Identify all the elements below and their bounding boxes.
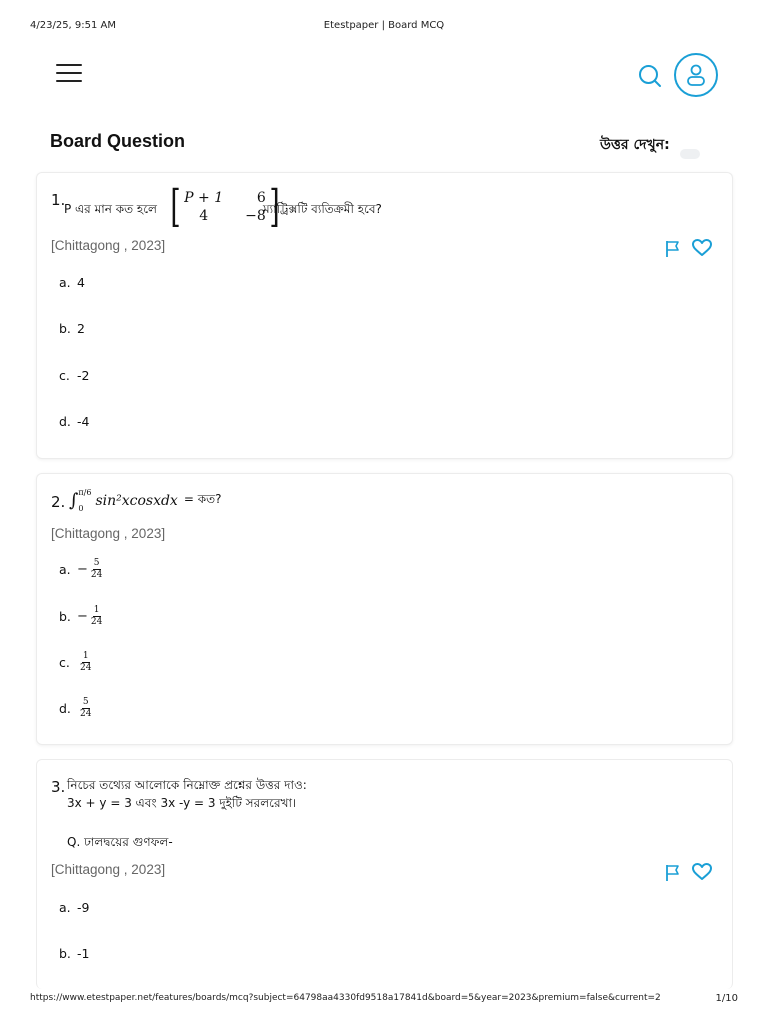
question-number: 1. bbox=[51, 191, 66, 209]
print-page-number: 1/10 bbox=[715, 993, 738, 1004]
fraction-denominator: 24 bbox=[90, 617, 103, 627]
option-c[interactable] bbox=[59, 652, 91, 673]
integral-expression bbox=[69, 488, 221, 513]
question-source: [Chittagong , 2023] bbox=[51, 238, 166, 253]
option-b[interactable] bbox=[59, 606, 102, 627]
option-b[interactable] bbox=[59, 946, 89, 961]
option-value: 4 bbox=[77, 275, 85, 290]
question-number: 3. bbox=[51, 778, 66, 796]
integrand: sin²xcosxdx bbox=[95, 492, 178, 509]
option-d[interactable] bbox=[59, 414, 89, 429]
question-source: [Chittagong , 2023] bbox=[51, 862, 166, 877]
option-letter: b. bbox=[59, 609, 71, 624]
question-text-after: ম্যাট্রিক্সটি ব্যতিক্রমী হবে? bbox=[263, 202, 382, 216]
option-a[interactable] bbox=[59, 275, 85, 290]
integral-sign: ∫ bbox=[69, 490, 79, 512]
fraction-denominator: 24 bbox=[90, 570, 103, 580]
option-a[interactable] bbox=[59, 900, 89, 915]
print-url: https://www.etestpaper.net/features/boards/mcq?subject=64798aa4330fd9518a17841d&board=5&year=2023&premium=false&current=2 bbox=[30, 993, 661, 1003]
question-card-3 bbox=[36, 759, 733, 989]
option-value: -4 bbox=[77, 414, 90, 429]
question-card-2 bbox=[36, 473, 733, 745]
hamburger-menu-icon[interactable] bbox=[56, 64, 82, 88]
fraction-numerator: 5 bbox=[93, 558, 100, 568]
option-d[interactable] bbox=[59, 698, 91, 719]
show-answer-label: উত্তর দেখুন: bbox=[600, 137, 670, 153]
search-icon[interactable] bbox=[636, 62, 664, 90]
option-letter: a. bbox=[59, 900, 71, 915]
option-letter: b. bbox=[59, 946, 71, 961]
sub-question: Q. ঢালদ্বয়ের গুণফল- bbox=[67, 835, 173, 849]
option-letter: d. bbox=[59, 414, 71, 429]
user-profile-button[interactable] bbox=[674, 53, 718, 97]
flag-icon[interactable] bbox=[665, 240, 681, 258]
option-letter: c. bbox=[59, 368, 70, 383]
integral-upper: π/6 bbox=[78, 488, 92, 497]
matrix-cell: 6 bbox=[256, 190, 266, 206]
option-letter: a. bbox=[59, 562, 71, 577]
question-text-before: P এর মান কত হলে bbox=[64, 202, 157, 216]
option-value: 2 bbox=[77, 321, 85, 336]
fraction-denominator: 24 bbox=[80, 663, 92, 673]
option-a[interactable] bbox=[59, 559, 102, 580]
fraction-numerator: 1 bbox=[93, 605, 100, 615]
question-number: 2. bbox=[51, 493, 66, 511]
print-title: Etestpaper | Board MCQ bbox=[323, 20, 445, 31]
question-text-after: = কত? bbox=[183, 491, 222, 506]
heart-icon[interactable] bbox=[692, 863, 712, 881]
question-line-2: 3x + y = 3 এবং 3x -y = 3 দুইটি সরলরেখা। bbox=[67, 796, 297, 810]
print-date: 4/23/25, 9:51 AM bbox=[30, 20, 117, 31]
option-fraction bbox=[80, 698, 91, 719]
show-answer-toggle[interactable] bbox=[680, 149, 700, 159]
option-fraction bbox=[91, 559, 102, 580]
option-value: -1 bbox=[77, 946, 90, 961]
fraction-denominator: 24 bbox=[80, 709, 92, 719]
option-fraction bbox=[91, 606, 102, 627]
matrix-cell: P + 1 bbox=[184, 190, 224, 206]
integral-lower: 0 bbox=[78, 503, 84, 513]
question-source: [Chittagong , 2023] bbox=[51, 526, 166, 541]
option-b[interactable] bbox=[59, 321, 85, 336]
matrix-cell: −8 bbox=[245, 208, 266, 224]
option-sign: − bbox=[77, 609, 88, 624]
option-fraction bbox=[80, 652, 91, 673]
heart-icon[interactable] bbox=[692, 239, 712, 257]
option-letter: a. bbox=[59, 275, 71, 290]
option-c[interactable] bbox=[59, 368, 89, 383]
fraction-numerator: 5 bbox=[82, 697, 89, 707]
user-icon bbox=[685, 63, 707, 87]
option-sign: − bbox=[77, 562, 88, 577]
page-title: Board Question bbox=[50, 131, 186, 151]
option-letter: c. bbox=[59, 655, 70, 670]
question-card-1 bbox=[36, 172, 733, 459]
question-line-1: নিচের তথ্যের আলোকে নিম্নোক্ত প্রশ্নের উত্তর দাও: bbox=[67, 778, 307, 792]
option-letter: b. bbox=[59, 321, 71, 336]
option-value: -9 bbox=[77, 900, 90, 915]
option-letter: d. bbox=[59, 701, 71, 716]
question-matrix: [ P + 1 6 4 −8 ] bbox=[170, 181, 280, 232]
matrix-cell: 4 bbox=[199, 208, 209, 224]
option-value: -2 bbox=[77, 368, 90, 383]
fraction-numerator: 1 bbox=[82, 651, 89, 661]
flag-icon[interactable] bbox=[665, 864, 681, 882]
